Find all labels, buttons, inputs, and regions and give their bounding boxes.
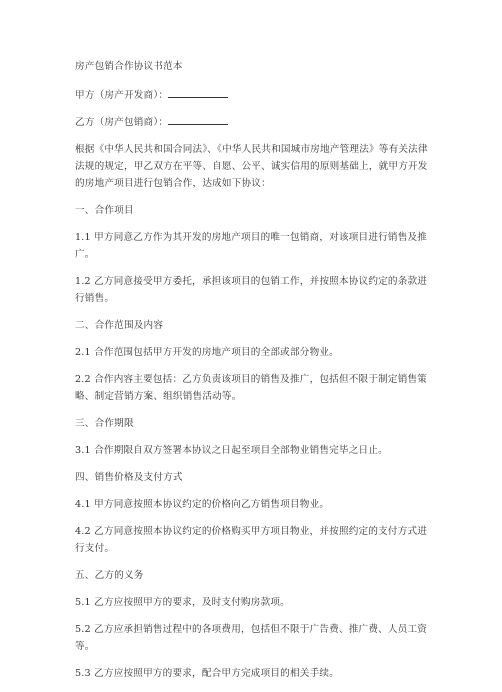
clause-paragraph: 4.1 甲方同意按照本协议约定的价格向乙方销售项目物业。: [75, 499, 330, 510]
party-a-line: [75, 87, 433, 104]
section-heading: 五、乙方的义务: [75, 570, 144, 581]
clause-paragraph: 4.2 乙方同意按照本协议约定的价格购买甲方项目物业，并按照约定的支付方式进行支付。: [75, 526, 428, 554]
section-heading: 四、销售价格及支付方式: [75, 472, 183, 483]
party-a-label: 甲方（房产开发商）：: [75, 90, 169, 101]
clause-paragraph: 3.1 合作期限自双方签署本协议之日起至项目全部物业销售完毕之日止。: [75, 445, 388, 456]
section-heading: 二、合作范围及内容: [75, 320, 164, 331]
clause-paragraph: 1.1 甲方同意乙方作为其开发的房地产项目的唯一包销商，对该项目进行销售及推广。: [75, 232, 428, 260]
section-heading: 一、合作项目: [75, 205, 134, 216]
party-a-blank: [168, 87, 228, 98]
document-body: [75, 58, 433, 692]
clause-paragraph: 5.1 乙方应按照甲方的要求，及时支付购房款项。: [75, 597, 290, 608]
party-b-blank: [168, 114, 228, 125]
clause-paragraph: 1.2 乙方同意接受甲方委托，承担该项目的包销工作，并按照本协议约定的条款进行销售。: [75, 276, 428, 304]
clause-paragraph: 2.2 合作内容主要包括：乙方负责该项目的销售及推广，包括但不限于制定销售策略、制定营销方案、组织销售活动等。: [75, 374, 428, 402]
clause-paragraph: 2.1 合作范围包括甲方开发的房地产项目的全部或部分物业。: [75, 347, 339, 358]
document-title: 房产包销合作协议书范本: [75, 61, 183, 72]
clause-paragraph: 5.2 乙方应承担销售过程中的各项费用，包括但不限于广告费、推广费、人员工资等。: [75, 624, 428, 652]
preamble-paragraph: 根据《中华人民共和国合同法》、《中华人民共和国城市房地产管理法》等有关法律法规的规定，甲乙双方在平等、自愿、公平、诚实信用的原则基础上，就甲方开发的房地产项目进行包销合作，达成如下协议：: [75, 144, 428, 189]
party-b-line: [75, 114, 433, 131]
clause-paragraph: 5.3 乙方应按照甲方的要求，配合甲方完成项目的相关手续。: [75, 668, 339, 679]
party-b-label: 乙方（房产包销商）：: [75, 117, 169, 128]
section-heading: 三、合作期限: [75, 418, 134, 429]
